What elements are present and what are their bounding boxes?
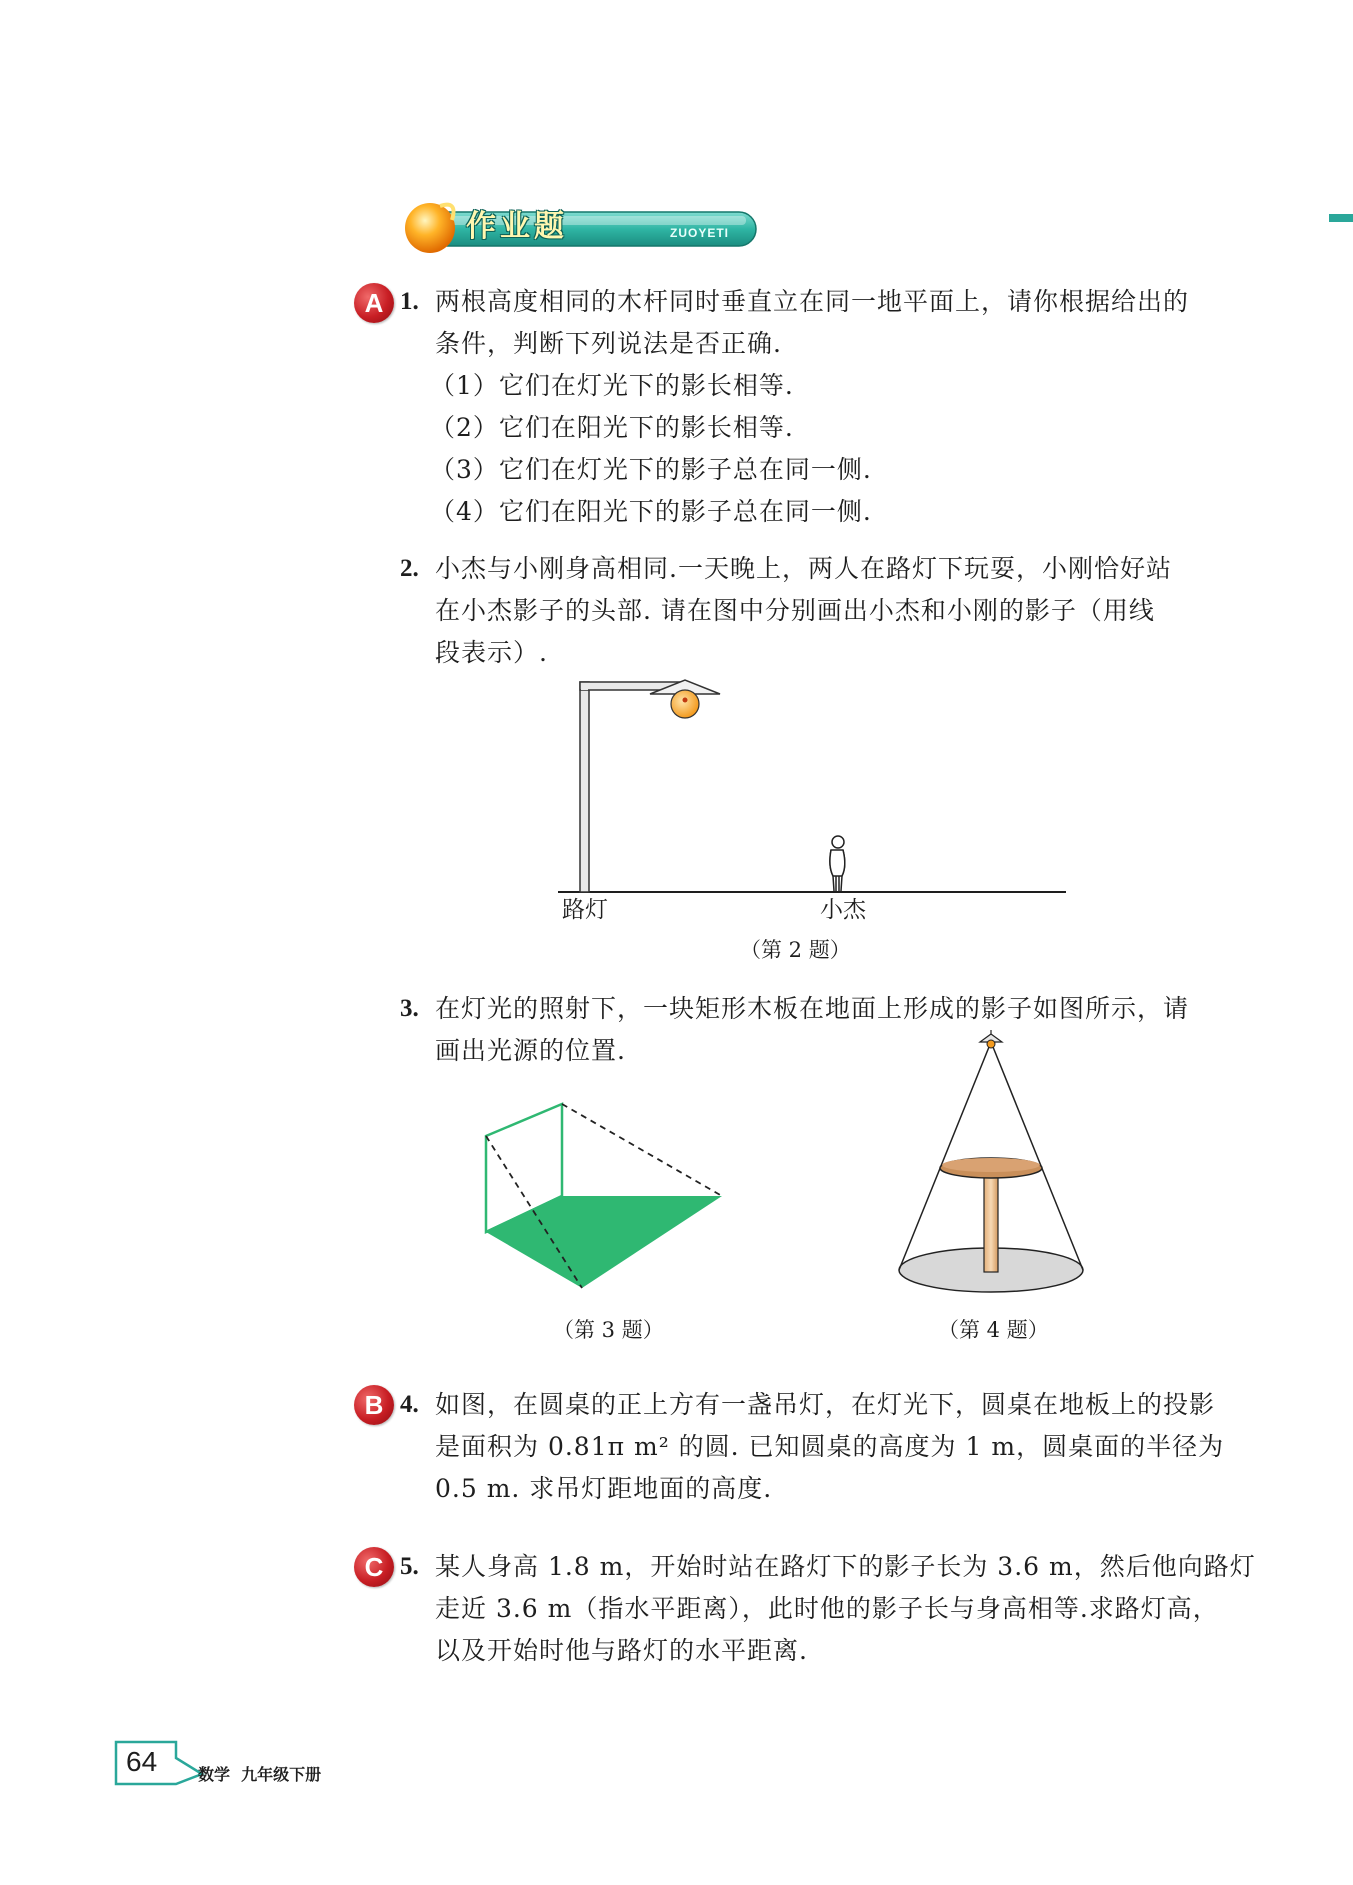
lamp-bulb xyxy=(671,690,699,718)
level-b-badge: B xyxy=(354,1385,394,1425)
sun-icon xyxy=(405,203,455,253)
q4-line-2: 是面积为 0.81π m² 的圆. 已知圆桌的高度为 1 m，圆桌面的半径为 xyxy=(435,1432,1225,1461)
q2-number: 2. xyxy=(400,555,419,582)
q4-line-3: 0.5 m. 求吊灯距地面的高度. xyxy=(435,1474,773,1503)
lamp-pole xyxy=(580,682,589,892)
q1-line-1: 两根高度相同的木杆同时垂直立在同一地平面上，请你根据给出的 xyxy=(435,287,1190,316)
page-number: 64 xyxy=(126,1746,158,1777)
q1-line-2: 条件，判断下列说法是否正确. xyxy=(435,329,782,358)
q2-line-1: 小杰与小刚身高相同.一天晚上，两人在路灯下玩耍，小刚恰好站 xyxy=(435,554,1172,583)
q2-line-3: 段表示）. xyxy=(435,638,548,667)
q5-line-2: 走近 3.6 m（指水平距离），此时他的影子长与身高相等.求路灯高， xyxy=(435,1594,1219,1623)
person-xiaojie xyxy=(830,836,845,891)
shadow-ray-1 xyxy=(562,1104,722,1196)
q3-line-1: 在灯光的照射下，一块矩形木板在地面上形成的影子如图所示，请 xyxy=(435,994,1190,1023)
book-title: 数学 九年级下册 xyxy=(198,1765,322,1784)
q4-figure-caption: （第 4 题） xyxy=(938,1318,1049,1342)
label-lamp: 路灯 xyxy=(562,897,608,923)
q1-item-2: （2）它们在阳光下的影长相等. xyxy=(430,413,794,442)
q5-number: 5. xyxy=(400,1553,419,1580)
q3-line-2: 画出光源的位置. xyxy=(435,1036,626,1065)
header-title: 作业题 xyxy=(466,209,568,244)
header-subtitle: ZUOYETI xyxy=(670,226,730,240)
q1-item-1: （1）它们在灯光下的影长相等. xyxy=(430,371,794,400)
q2-line-2: 在小杰影子的头部. 请在图中分别画出小杰和小刚的影子（用线 xyxy=(435,596,1155,625)
q4-number: 4. xyxy=(400,1391,419,1418)
level-a-badge: A xyxy=(354,283,394,323)
section-header xyxy=(400,198,760,258)
edge-tab xyxy=(1329,214,1353,222)
q1-item-3: （3）它们在灯光下的影子总在同一侧. xyxy=(430,455,872,484)
q5-line-1: 某人身高 1.8 m，开始时站在路灯下的影子长为 3.6 m，然后他向路灯 xyxy=(435,1552,1256,1581)
q4-figure xyxy=(892,1030,1092,1320)
q2-caption: （第 2 题） xyxy=(740,938,851,962)
level-c-badge: C xyxy=(354,1547,394,1587)
label-xiaojie: 小杰 xyxy=(820,897,866,923)
q1-number: 1. xyxy=(400,288,419,315)
table-leg xyxy=(984,1170,998,1272)
q3-caption: （第 3 题） xyxy=(553,1318,664,1342)
q3-figure xyxy=(478,1100,738,1300)
q3-number: 3. xyxy=(400,995,419,1022)
q2-figure xyxy=(550,670,1070,900)
q1-item-4: （4）它们在阳光下的影子总在同一侧. xyxy=(430,497,872,526)
q5-line-3: 以及开始时他与路灯的水平距离. xyxy=(435,1636,808,1665)
q4-line-1: 如图，在圆桌的正上方有一盏吊灯，在灯光下，圆桌在地板上的投影 xyxy=(435,1390,1216,1419)
